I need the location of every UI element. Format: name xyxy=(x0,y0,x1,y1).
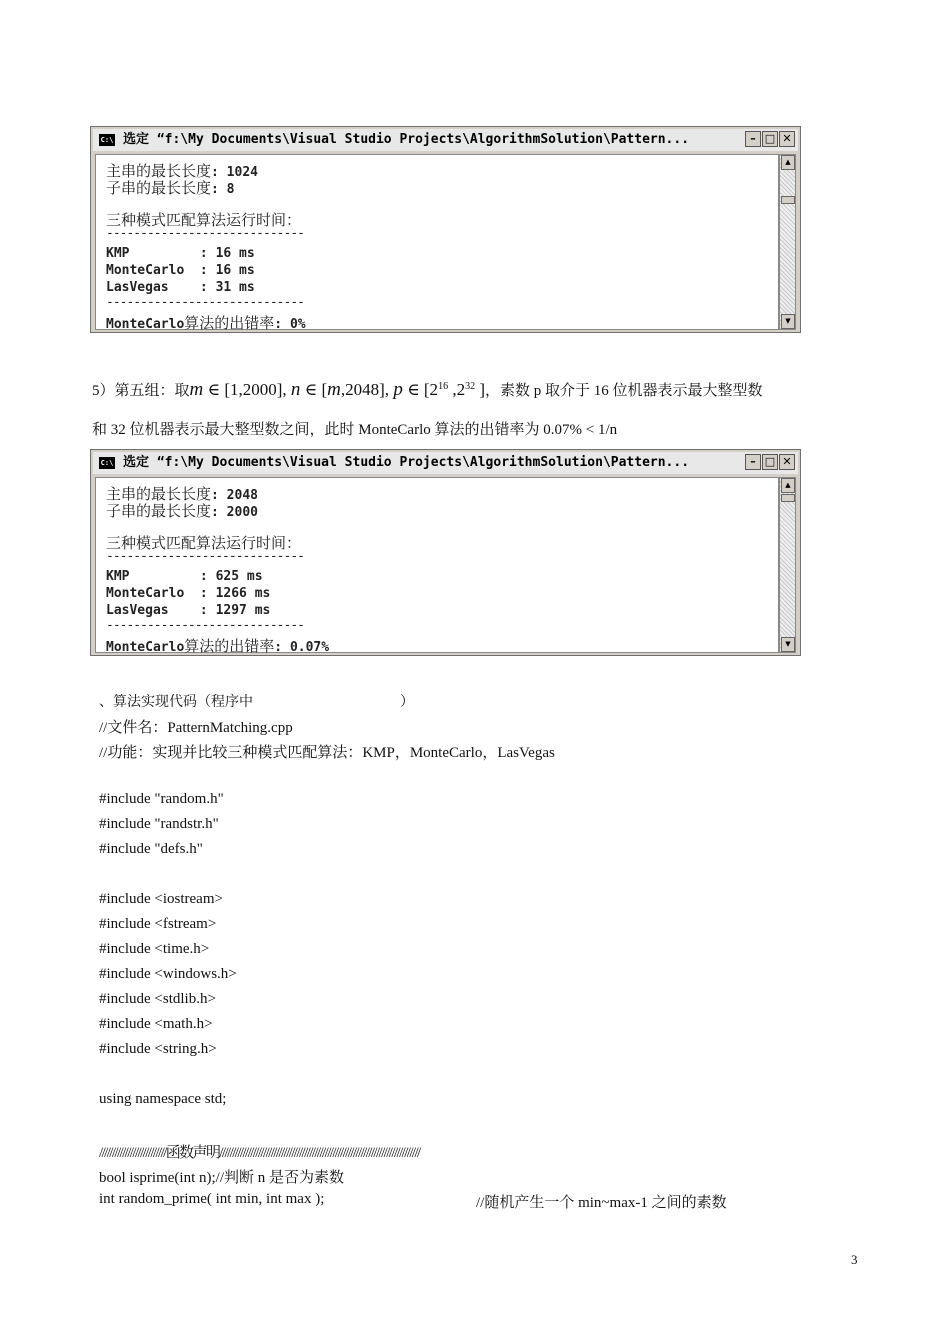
code-comment: //随机产生一个 min~max-1 之间的素数 xyxy=(476,1195,727,1211)
code-line: #include <stdlib.h> xyxy=(99,991,216,1007)
code-line: #include "randstr.h" xyxy=(99,816,219,832)
scroll-down-arrow-icon[interactable]: ▼ xyxy=(781,637,795,652)
scroll-down-arrow-icon[interactable]: ▼ xyxy=(781,314,795,329)
vertical-scrollbar[interactable] xyxy=(779,154,796,330)
console-line: MonteCarlo算法的出错率: 0% xyxy=(106,314,306,332)
scroll-thumb[interactable] xyxy=(781,494,795,502)
console-line: MonteCarlo : 1266 ms xyxy=(106,586,271,601)
console-line: KMP : 16 ms xyxy=(106,246,255,261)
paragraph-5-line-1: 5）第五组：取m ∈ [1,2000], n ∈ [m,2048], p ∈ [$2^{16}$ $,2^{32}$ ]，素数 p 取介于 16 位机器表示最大整型数 xyxy=(92,379,763,400)
console-line: MonteCarlo算法的出错率: 0.07% xyxy=(106,637,330,655)
minimize-button[interactable]: – xyxy=(745,131,761,147)
maximize-button[interactable]: □ xyxy=(762,131,778,147)
console-line: 主串的最长长度: 2048 xyxy=(106,485,258,503)
console-divider: ----------------------------- xyxy=(106,295,304,310)
console-output xyxy=(95,154,779,330)
code-line: #include <math.h> xyxy=(99,1016,213,1032)
console-output xyxy=(95,477,779,653)
code-line: //功能：实现并比较三种模式匹配算法：KMP，MonteCarlo，LasVegas xyxy=(99,745,555,761)
console-line: MonteCarlo : 16 ms xyxy=(106,263,255,278)
code-line: #include "random.h" xyxy=(99,791,224,807)
page-number: 3 xyxy=(851,1252,858,1267)
section-heading: 、算法实现代码（程序中 xyxy=(99,694,253,710)
window-title: 选定 “f:\My Documents\Visual Studio Projects\AlgorithmSolution\Pattern... xyxy=(123,455,690,470)
console-line: LasVegas : 31 ms xyxy=(106,280,255,295)
console-line: 子串的最长长度: 8 xyxy=(106,179,235,197)
console-line: 主串的最长长度: 1024 xyxy=(106,162,258,180)
code-line: #include <string.h> xyxy=(99,1041,217,1057)
console-line: 三种模式匹配算法运行时间： xyxy=(106,534,302,552)
console-app-icon: C:\ xyxy=(100,459,114,467)
maximize-button[interactable]: □ xyxy=(762,454,778,470)
code-line: #include "defs.h" xyxy=(99,841,203,857)
code-line: //文件名：PatternMatching.cpp xyxy=(99,720,293,736)
console-app-icon: C:\ xyxy=(100,136,114,144)
code-line: #include <time.h> xyxy=(99,941,210,957)
console-divider: ----------------------------- xyxy=(106,226,304,241)
console-line: LasVegas : 1297 ms xyxy=(106,603,271,618)
scroll-up-arrow-icon[interactable]: ▲ xyxy=(781,478,795,493)
vertical-scrollbar[interactable] xyxy=(779,477,796,653)
console-line: 三种模式匹配算法运行时间： xyxy=(106,211,302,229)
code-line: int random_prime( int min, int max ); xyxy=(99,1191,325,1207)
console-window-2 xyxy=(90,449,801,656)
window-titlebar[interactable] xyxy=(93,452,798,474)
console-line: 子串的最长长度: 2000 xyxy=(106,502,258,520)
code-line: #include <windows.h> xyxy=(99,966,237,982)
code-line: using namespace std; xyxy=(99,1091,227,1107)
scroll-up-arrow-icon[interactable]: ▲ xyxy=(781,155,795,170)
code-line: #include <iostream> xyxy=(99,891,223,907)
code-line: #include <fstream> xyxy=(99,916,217,932)
close-button[interactable]: ✕ xyxy=(779,454,795,470)
section-heading-close: ） xyxy=(400,694,414,710)
code-line: //////////////////////////函数声明////////////////////////////////////////////////////////////////////////////// xyxy=(99,1145,420,1161)
console-window-1 xyxy=(90,126,801,333)
console-divider: ----------------------------- xyxy=(106,618,304,633)
paragraph-5-line-2: 和 32 位机器表示最大整型数之间，此时 MonteCarlo 算法的出错率为 0.07% < 1/n xyxy=(92,422,618,438)
console-divider: ----------------------------- xyxy=(106,549,304,564)
window-title: 选定 “f:\My Documents\Visual Studio Projects\AlgorithmSolution\Pattern... xyxy=(123,132,690,147)
console-line: KMP : 625 ms xyxy=(106,569,263,584)
minimize-button[interactable]: – xyxy=(745,454,761,470)
window-titlebar[interactable] xyxy=(93,129,798,151)
code-line: bool isprime(int n);//判断 n 是否为素数 xyxy=(99,1170,344,1186)
close-button[interactable]: ✕ xyxy=(779,131,795,147)
scroll-thumb[interactable] xyxy=(781,196,795,204)
